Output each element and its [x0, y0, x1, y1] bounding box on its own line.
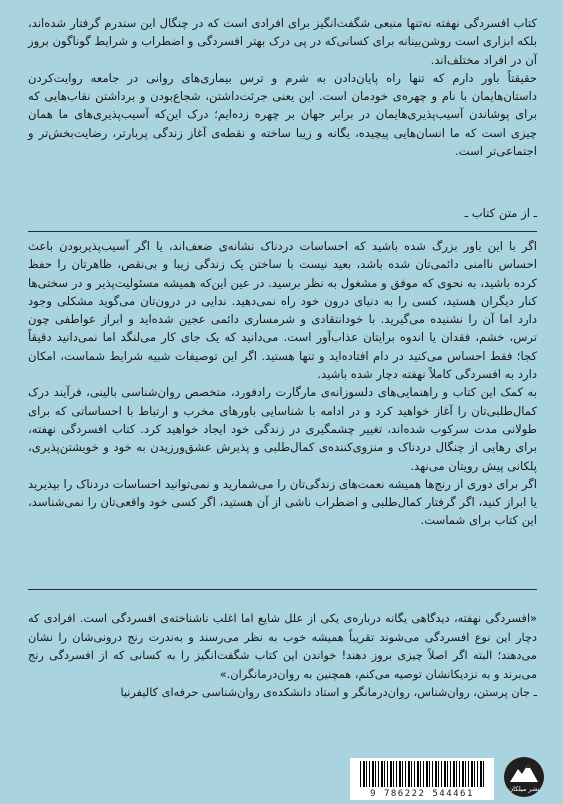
isbn-number: 9 786222 544461 — [370, 789, 474, 799]
intro-paragraph: کتاب افسردگی نهفته نه‌تنها منبعی شگفت‌انگیز برای افرادی است که در چنگال این سندرم گرفتار شده‌اند، بلکه ابزاری است روشن‌بینانه برای کسانی‌که در پی درک بهتر افسردگی و اضطراب و شرایط گوناگون بروز آن در افراد مختلف‌اند. — [28, 16, 537, 67]
endorsement-section — [28, 610, 537, 703]
divider — [28, 589, 537, 590]
description-paragraph-2: به کمک این کتاب و راهنمایی‌های دلسوزانه‌ی مارگارت رادفورد، متخصص روان‌شناسی بالینی، فرآیند درک کمال‌طلبی‌تان را آغاز خواهید کرد و در ادامه با شناسایی باورهای مخرب و ارتباط با احساساتی که برای طولانی مدت سرکوب شده‌اند، تغییر چشمگیری در زندگی خود ایجاد خواهید کرد. کتاب افسردگی نهفته، برای رهایی از چنگال دردناک و منزوی‌کننده‌ی کمال‌طلبی و پذیرش عشق‌ورزیدن به خود و خویشتن‌پذیری، پلکانی پیش رویتان می‌نهد. — [28, 385, 537, 473]
description-section — [28, 237, 537, 530]
endorsement-author: ـ جان پرستن، روان‌شناس، روان‌درمانگر و استاد دانشکده‌ی روان‌شناسی حرفه‌ای کالیفرنیا — [120, 686, 537, 700]
endorsement-quote: «افسردگی نهفته، دیدگاهی یگانه درباره‌ی یکی از علل شایع اما اغلب ناشناخته‌ی افسردگی است. افرادی که دچار این نوع افسردگی می‌شوند تقریباً همیشه خوب به نظر می‌رسند و به‌ندرت رنج درونی‌شان را نشان می‌دهند؛ البته اگر اصلاً چیزی بروز دهند! خواندن این کتاب شگفت‌انگیز را به کسانی که از افسردگی رنج می‌برند و به نزدیکانشان توصیه می‌کنم، همچنین به روان‌درمانگران.» — [28, 612, 537, 681]
barcode — [350, 758, 494, 800]
barcode-bars — [360, 761, 484, 787]
publisher-name: نشر میلکان — [508, 785, 540, 793]
intro-source: ـ از متن کتاب ـ — [464, 206, 537, 220]
intro-paragraph-2: حقیقتاً باور دارم که تنها راه پایان‌دادن به شرم و ترس بیماری‌های روانی در جامعه روایت‌کردن داستان‌هایمان با نام و چهره‌ی خودمان است. این یعنی جرئت‌داشتن، شجاع‌بودن و برداشتن نقاب‌هایی که برای پوشاندن آسیب‌پذیری‌هایمان در برابر جهان بر چهره زده‌ایم؛ درک این‌که آسیب‌پذیری‌های ما همان چیزی است که ما انسان‌هایی پیچیده، یگانه و زیبا ساخته و نقطه‌ی آغاز زندگی پربارتر، رضایت‌بخش‌تر و اجتماعی‌تر است. — [28, 70, 537, 159]
mountain-icon — [509, 761, 539, 783]
divider — [28, 231, 537, 232]
description-paragraph-3: اگر برای دوری از رنج‌ها همیشه نعمت‌های زندگی‌تان را می‌شمارید و نمی‌توانید احساسات دردناک را بپذیرید یا ابراز کنید، اگر گرفتار کمال‌طلبی و اضطراب ناشی از آن هستید، اگر کسی خود واقعی‌تان را نمی‌شناسد، این کتاب برای شماست. — [28, 476, 537, 528]
intro-section — [28, 14, 537, 160]
description-paragraph-1: اگر با این باور بزرگ شده باشید که احساسات دردناک نشانه‌ی ضعف‌اند، یا اگر آسیب‌پذیربودن باعث احساس ناامنی دائمی‌تان شده باشد، بعید نیست با ساختن یک زندگی زیبا و بی‌نقص، ظاهرتان را حفظ کرده باشید، به نحوی که موفق و مشغول به نظر برسید. در عین این‌که همیشه مسئولیت‌پذیر و در سختی‌ها کنار دیگران هستید، کسی را به دنیای درون خود راه نمی‌دهید. ندایی در درون‌تان می‌گوید مشکلی وجود دارد اما آن را نشنیده می‌گیرید. با خودانتقادی و شرمساری دائمی عجین شده‌اید و ابراز عواطفی چون ترس، خشم، فقدان یا اندوه برایتان عذاب‌آور است. می‌دانید که یک جای کار می‌لنگد اما نمی‌دانید دقیقاً کجا؛ فقط احساس می‌کنید در دام افتاده‌اید و تنها هستید. اگر این توصیفات شبیه شرایط شماست، امکان دارد به افسردگی کاملاً نهفته دچار شده باشید. — [28, 239, 537, 382]
publisher-logo — [504, 757, 544, 797]
